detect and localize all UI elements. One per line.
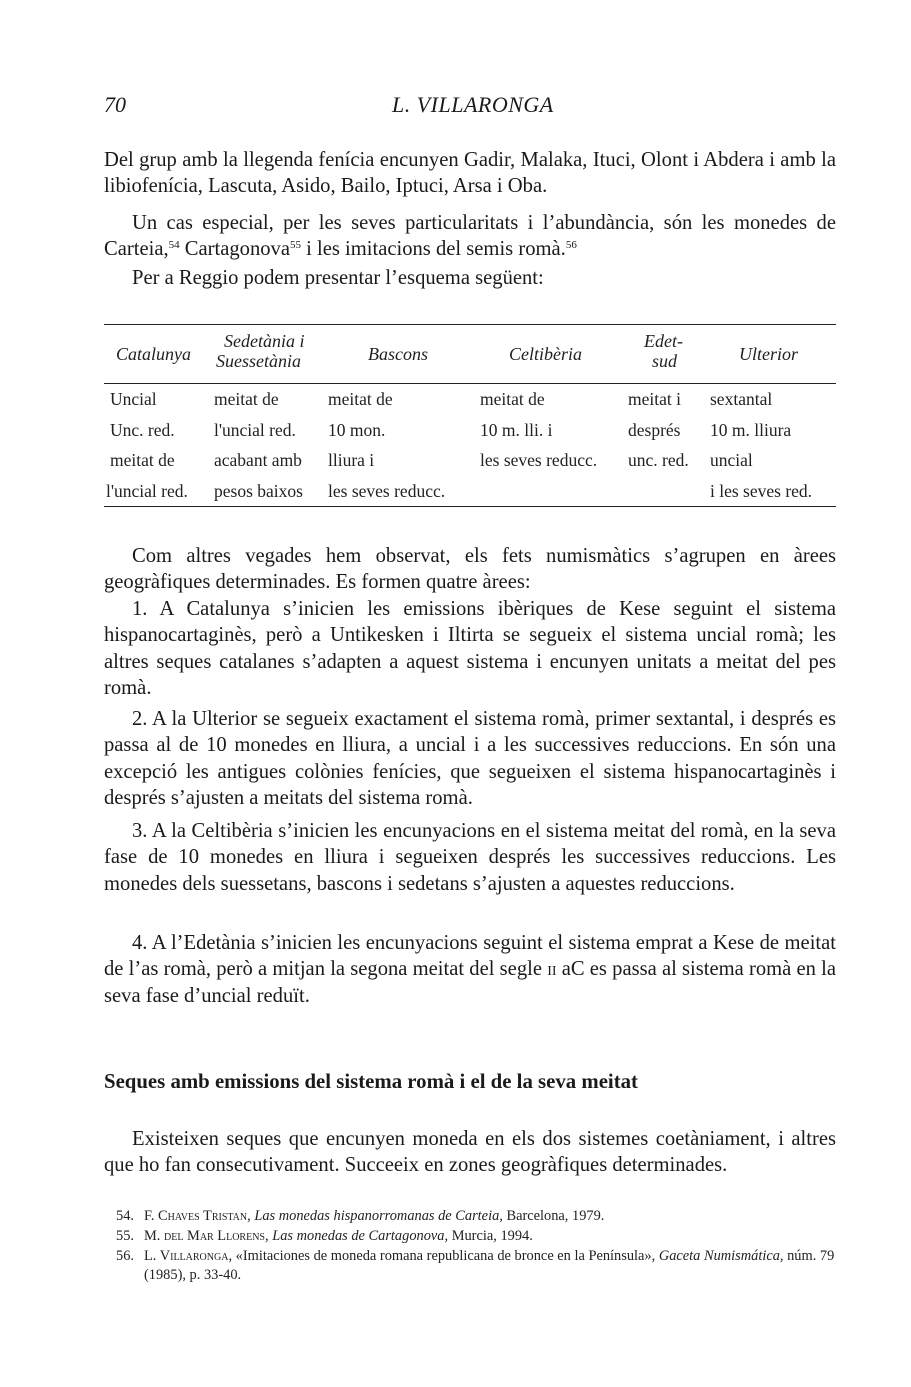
table-cell: Uncial [110,389,157,409]
table-cell: uncial [710,450,753,470]
footnote-title: Gaceta Numismática, [658,1248,784,1264]
paragraph-special-case [104,210,836,263]
table-row [104,384,836,415]
footnote-ref-54[interactable]: 54 [168,239,180,252]
table-cell: l'uncial red. [214,419,296,440]
table-cell: les seves reducc. [480,450,598,470]
footnote-rest: núm. 79 (1985), p. 33-40. [144,1248,835,1283]
paragraph-phoenician-mints: Del grup amb la llegenda fenícia encunyen Gadir, Malaka, Ituci, Olont i Abdera i amb la libiofenícia, Lascuta, Asido, Bailo, Iptuci, Arsa i Oba. [104,149,836,198]
table-cell: meitat de [110,450,175,470]
table-row [104,445,836,476]
table-cell: meitat de [328,389,393,409]
scheme-table [104,324,836,507]
table-row [104,415,836,446]
table-cell: pesos baixos [214,480,303,501]
table-cell: 10 m. lli. i [480,419,553,440]
paragraph-special-case-text-c: i les imitacions del semis romà. [300,238,566,261]
footnote-number: 54. [116,1208,134,1224]
table-cell: unc. red. [628,450,689,470]
table-cell: lliura i [328,450,375,470]
running-head: L. VILLARONGA [392,92,554,117]
table-cell: 10 m. lliura [710,419,792,440]
footnote-number: 55. [116,1228,134,1244]
table-cell: sextantal [710,389,773,409]
table-header-catalunya: Catalunya [116,344,191,364]
century-numeral: ii [547,958,557,981]
table-cell: meitat de [480,389,545,409]
footnote-rest: Barcelona, 1979. [502,1208,605,1224]
paragraph-area-catalunya: 1. A Catalunya s’inicien les emissions ibèriques de Kese seguint el sistema hispanocartaginès, però a Untikesken i Iltirta se segueix el sistema uncial romà; les altres seques catalanes s’adapten a aquest sistema i encunyen unitats a meitat del pes romà. [104,598,836,700]
footnote-ref-56[interactable]: 56 [565,239,577,252]
footnote-55 [104,1227,836,1246]
table-cell: Unc. red. [110,419,175,440]
table-cell: l'uncial red. [106,480,188,501]
paragraph-mints-both-systems: Existeixen seques que encunyen moneda en els dos sistemes coetàniament, i altres que ho fan consecutivament. Succeeix en zones geogràfiques determinades. [104,1128,836,1177]
section-heading: Seques amb emissions del sistema romà i el de la seva meitat [104,1070,638,1093]
paragraph-area-celtiberia: 3. A la Celtibèria s’inicien les encunyacions en el sistema meitat del romà, en la seva fase de 10 monedes en lliura i segueixen després les successives reduccions. Les monedes dels suessetans, bascons i sedetans s’ajusten a aquestes reduccions. [104,820,836,895]
paragraph-reggio-scheme: Per a Reggio podem presentar l’esquema següent: [132,267,544,289]
footnote-title: Las monedas de Cartagonova, [272,1228,449,1244]
footnote-ref-55[interactable]: 55 [289,239,301,252]
table-cell: meitat i [628,389,681,409]
footnote-author: M. del Mar Llorens, [144,1228,269,1244]
table-cell: 10 mon. [328,419,386,440]
table-cell: les seves reducc. [328,480,446,501]
footnote-title: Las monedas hispanorromanas de Carteia, [254,1208,503,1224]
paragraph-area-edetania-text-a: 4. A l’Edetània s’inicien les encunyacions seguint el sistema emprat a Kese de meitat de l’as romà, però a mitjan la segona meitat del segle [104,932,836,981]
footnote-number: 56. [116,1248,134,1264]
footnote-56 [104,1247,836,1285]
footnote-54 [104,1207,836,1226]
paragraph-geographic-areas: Com altres vegades hem observat, els fets numismàtics s’agrupen en àrees geogràfiques determinades. Es formen quatre àrees: [104,545,836,594]
table-header-celtiberia: Celtibèria [509,344,582,364]
footnote-pre: «Imitaciones de moneda romana republicana de bronce en la Península», [232,1248,659,1264]
table-header-edetsud: Edet- sud [644,331,683,371]
page-number: 70 [104,92,126,117]
table-cell: acabant amb [214,450,302,470]
paragraph-special-case-text-a: Un cas especial, per les seves particularitats i l’abundància, són les monedes de Carteia, [104,212,836,261]
footnote-author: L. Villaronga, [144,1248,233,1264]
table-cell: meitat de [214,389,279,409]
table-header-sedetania: Sedetània i Suessetània [216,331,305,371]
paragraph-area-edetania-text-b: aC es passa al sistema romà en la seva fase d’uncial reduït. [104,958,837,1007]
table-cell: i les seves red. [710,480,813,501]
paragraph-area-edetania [104,930,836,1009]
table-header-ulterior: Ulterior [739,344,799,364]
footnote-rest: Murcia, 1994. [448,1228,533,1244]
paragraph-area-ulterior: 2. A la Ulterior se segueix exactament el sistema romà, primer sextantal, i després es passa al de 10 monedes en lliura, a uncial i a les successives reduccions. En són una excepció les antigues colònies fenícies, que segueixen el sistema hispanocartaginès i després s’ajusten a meitats del sistema romà. [104,708,836,810]
footnote-author: F. Chaves Tristan, [144,1208,251,1224]
table-header-row [104,325,836,384]
table-row [104,476,836,507]
table-header-bascons: Bascons [368,344,428,364]
table-cell: després [628,419,681,440]
paragraph-special-case-text-b: Cartagonova [179,238,290,261]
